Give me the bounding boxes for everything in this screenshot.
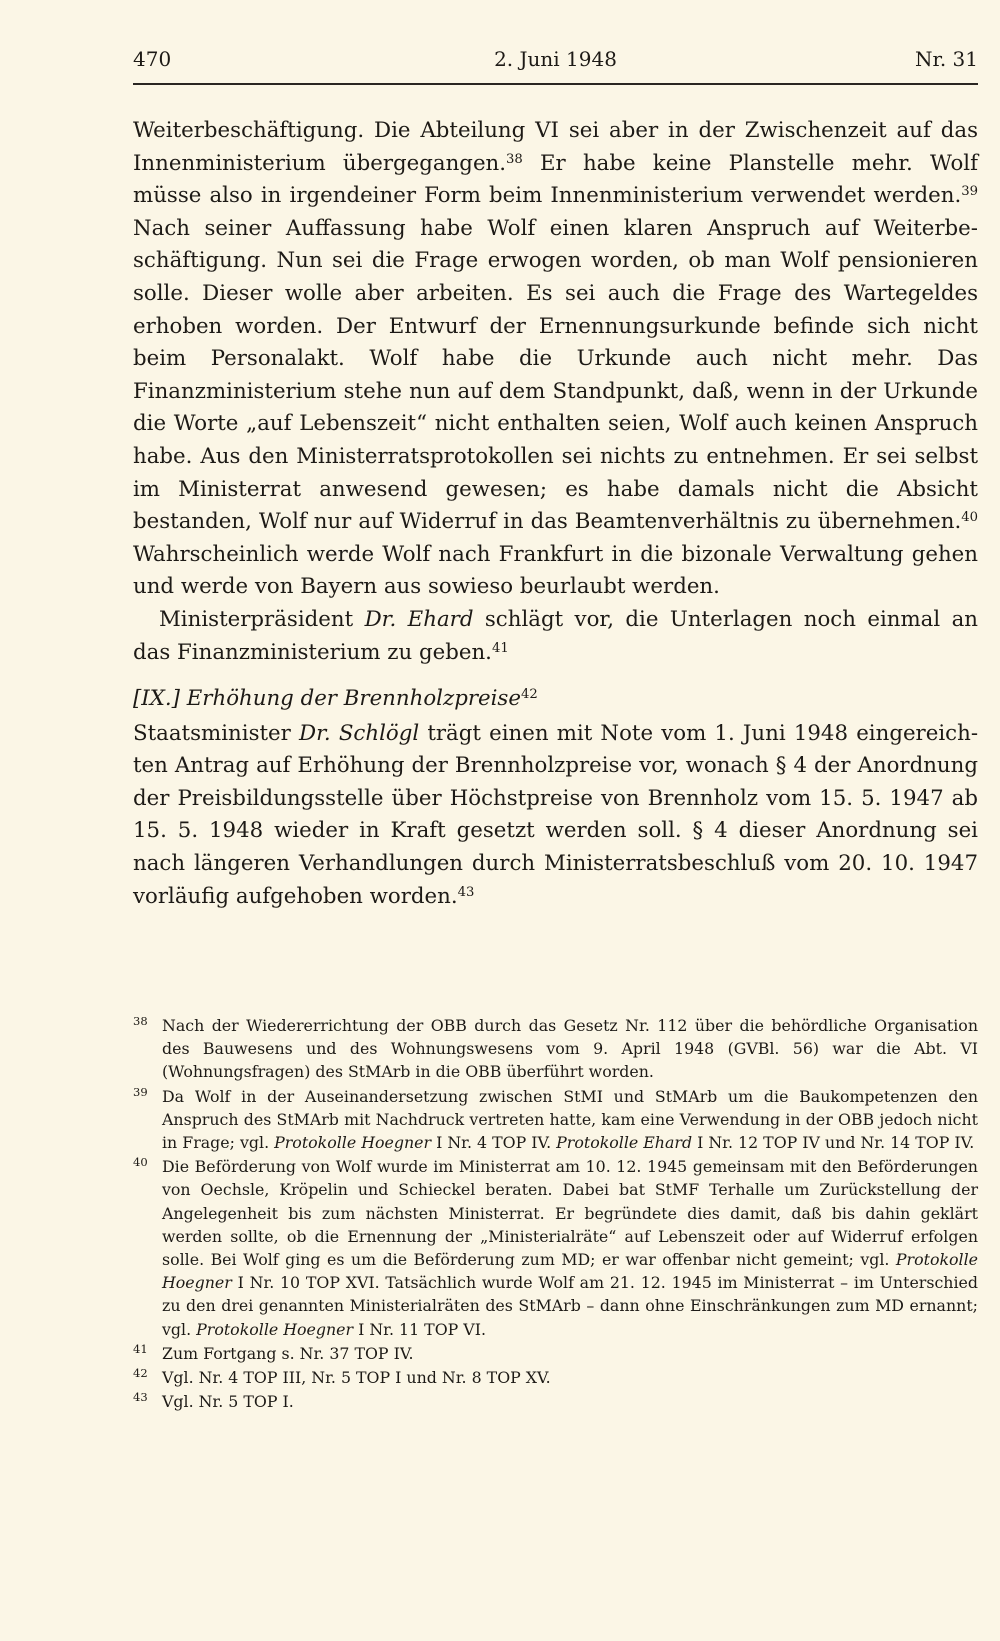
section-title: Erhöhung der Brennholzpreise xyxy=(186,686,521,712)
text-run: Weiterbeschäftigung. Die Abteilung VI sei aber in der Zwischenzeit auf das Innenministerium übergegangen. xyxy=(133,118,978,176)
footnote-41 xyxy=(133,1342,978,1365)
footnote-ref: 42 xyxy=(520,686,538,702)
text-run: trägt einen mit Note vom 1. Juni 1948 eingereichten Antrag auf Erhöhung der Brennholzpreise vor, wonach § 4 der Anordnung der Preisbildungsstelle über Höchstpreise von Brennholz vom 15. 5. 1947 ab 15. 5. 1948 wieder in Kraft gesetzt werden soll. § 4 dieser Anordnung sei nach längeren Verhandlungen durch Ministerratsbeschluß vom 20. 10. 1947 vorläufig aufgehoben worden. xyxy=(133,720,979,909)
text-run: Wahrscheinlich werde Wolf nach Frankfurt in die bizonale Verwaltung gehen und werde von Bayern aus sowieso beurlaubt werden. xyxy=(133,541,978,600)
footnote-text: Vgl. Nr. 4 TOP III, Nr. 5 TOP I und Nr. 8 TOP XV. xyxy=(162,1368,551,1388)
footnote-number: 43 xyxy=(133,1390,148,1405)
text-run: Er habe keine Planstelle mehr. Wolf müsse also in irgendeiner Form beim Innenministerium verwendet werden. xyxy=(133,150,978,209)
header-date: 2. Juni 1948 xyxy=(494,47,617,71)
citation-title: Protokolle Ehard xyxy=(556,1133,693,1153)
citation-title: Protokolle Hoegner xyxy=(274,1133,432,1153)
footnote-number: 40 xyxy=(133,1155,148,1170)
footnote-ref: 41 xyxy=(491,640,509,656)
section-number: [IX.] xyxy=(133,686,180,712)
paragraph-ehard xyxy=(133,604,978,669)
book-page xyxy=(133,0,978,1641)
footnotes xyxy=(133,1014,978,1414)
footnote-number: 42 xyxy=(133,1366,148,1381)
footnote-39 xyxy=(133,1085,978,1155)
footnote-ref: 38 xyxy=(506,151,523,167)
footnote-ref: 40 xyxy=(961,509,978,525)
speaker-name: Dr. Ehard xyxy=(364,606,474,632)
section-heading xyxy=(133,683,978,716)
document-number: Nr. 31 xyxy=(914,47,978,71)
footnote-ref: 39 xyxy=(961,183,978,199)
text-run: schlägt vor, die Unterlagen noch einmal an das Finanzministerium zu geben. xyxy=(133,606,978,665)
footnote-text: Vgl. Nr. 5 TOP I. xyxy=(162,1392,294,1412)
footnote-text: Zum Fortgang s. Nr. 37 TOP IV. xyxy=(162,1343,414,1363)
page-number: 470 xyxy=(133,47,172,71)
footnote-text: Da Wolf in der Auseinandersetzung zwischen StMI und StMArb um die Baukompetenzen den Anspruch des StMArb mit Nachdruck vertreten hatte, kam eine Verwendung in der OBB jedoch nicht in Frage; vgl. xyxy=(162,1086,978,1153)
footnote-text: I Nr. 4 TOP IV. xyxy=(431,1133,557,1153)
footnote-42 xyxy=(133,1366,978,1389)
footnote-text: I Nr. 12 TOP IV und Nr. 14 TOP IV. xyxy=(692,1133,975,1153)
footnote-number: 39 xyxy=(133,1084,148,1099)
footnote-38 xyxy=(133,1014,978,1084)
text-run: Nach seiner Auffassung habe Wolf einen klaren Anspruch auf Weiterbeschäftigung. Nun sei die Frage erwogen worden, ob man Wolf pensionieren solle. Dieser wolle aber arbeiten. Es sei auch die Frage des Wartegeldes erhoben worden. Der Entwurf der Ernennungsurkunde befinde sich nicht beim Personalakt. Wolf habe die Urkunde auch nicht mehr. Das Finanzministerium stehe nun auf dem Standpunkt, daß, wenn in der Urkunde die Worte „auf Lebenszeit“ nicht enthalten seien, Wolf auch keinen Anspruch habe. Aus den Ministerratsprotokollen sei nichts zu entnehmen. Er sei selbst im Ministerrat anwesend gewesen; es habe damals nicht die Absicht bestanden, Wolf nur auf Widerruf in das Beamtenverhältnis zu übernehmen. xyxy=(133,215,978,535)
footnote-text: I Nr. 11 TOP VI. xyxy=(353,1319,486,1339)
footnote-text: I Nr. 10 TOP XVI. Tatsächlich wurde Wolf am 21. 12. 1945 im Ministerrat – im Unterschied zu den drei genannten Ministerialräten des StMArb – dann ohne Einschränkungen zum MD ernannt; vgl. xyxy=(162,1273,978,1339)
footnote-text: Nach der Wiedererrichtung der OBB durch das Gesetz Nr. 112 über die behördliche Organisation des Bauwesens und des Wohnungswesens vom 9. April 1948 (GVBl. 56) war die Abt. VI (Wohnungsfragen) des StMArb in die OBB überführt worden. xyxy=(162,1016,978,1082)
header-rule xyxy=(133,83,978,85)
running-header xyxy=(133,47,978,77)
footnote-ref: 43 xyxy=(457,884,475,900)
citation-title: Protokolle Hoegner xyxy=(162,1250,978,1293)
footnote-text: Die Beförderung von Wolf wurde im Ministerrat am 10. 12. 1945 gemeinsam mit den Beförderungen von Oechsle, Kröpelin und Schieckel beraten. Dabei bat StMF Terhalle um Zurückstellung der Angelegenheit bis zum nächsten Ministerrat. Er begründete dies damit, daß bis dahin geklärt werden sollte, ob die Ernennung der „Ministerialräte“ auf Lebenszeit oder auf Widerruf erfolgen solle. Bei Wolf ging es um die Beförderung zum MD; er war offenbar nicht gemeint; vgl. xyxy=(162,1157,978,1270)
paragraph-continued xyxy=(133,115,978,604)
speaker-name: Dr. Schlögl xyxy=(299,720,420,746)
footnote-number: 41 xyxy=(133,1341,148,1356)
text-run: Staatsminister xyxy=(133,720,299,746)
text-run: Ministerpräsident xyxy=(159,606,365,632)
citation-title: Protokolle Hoegner xyxy=(196,1319,354,1339)
footnote-number: 38 xyxy=(133,1014,148,1028)
footnote-43 xyxy=(133,1390,978,1413)
main-text xyxy=(133,115,978,913)
paragraph-schloegl xyxy=(133,718,978,914)
footnote-40 xyxy=(133,1155,978,1341)
